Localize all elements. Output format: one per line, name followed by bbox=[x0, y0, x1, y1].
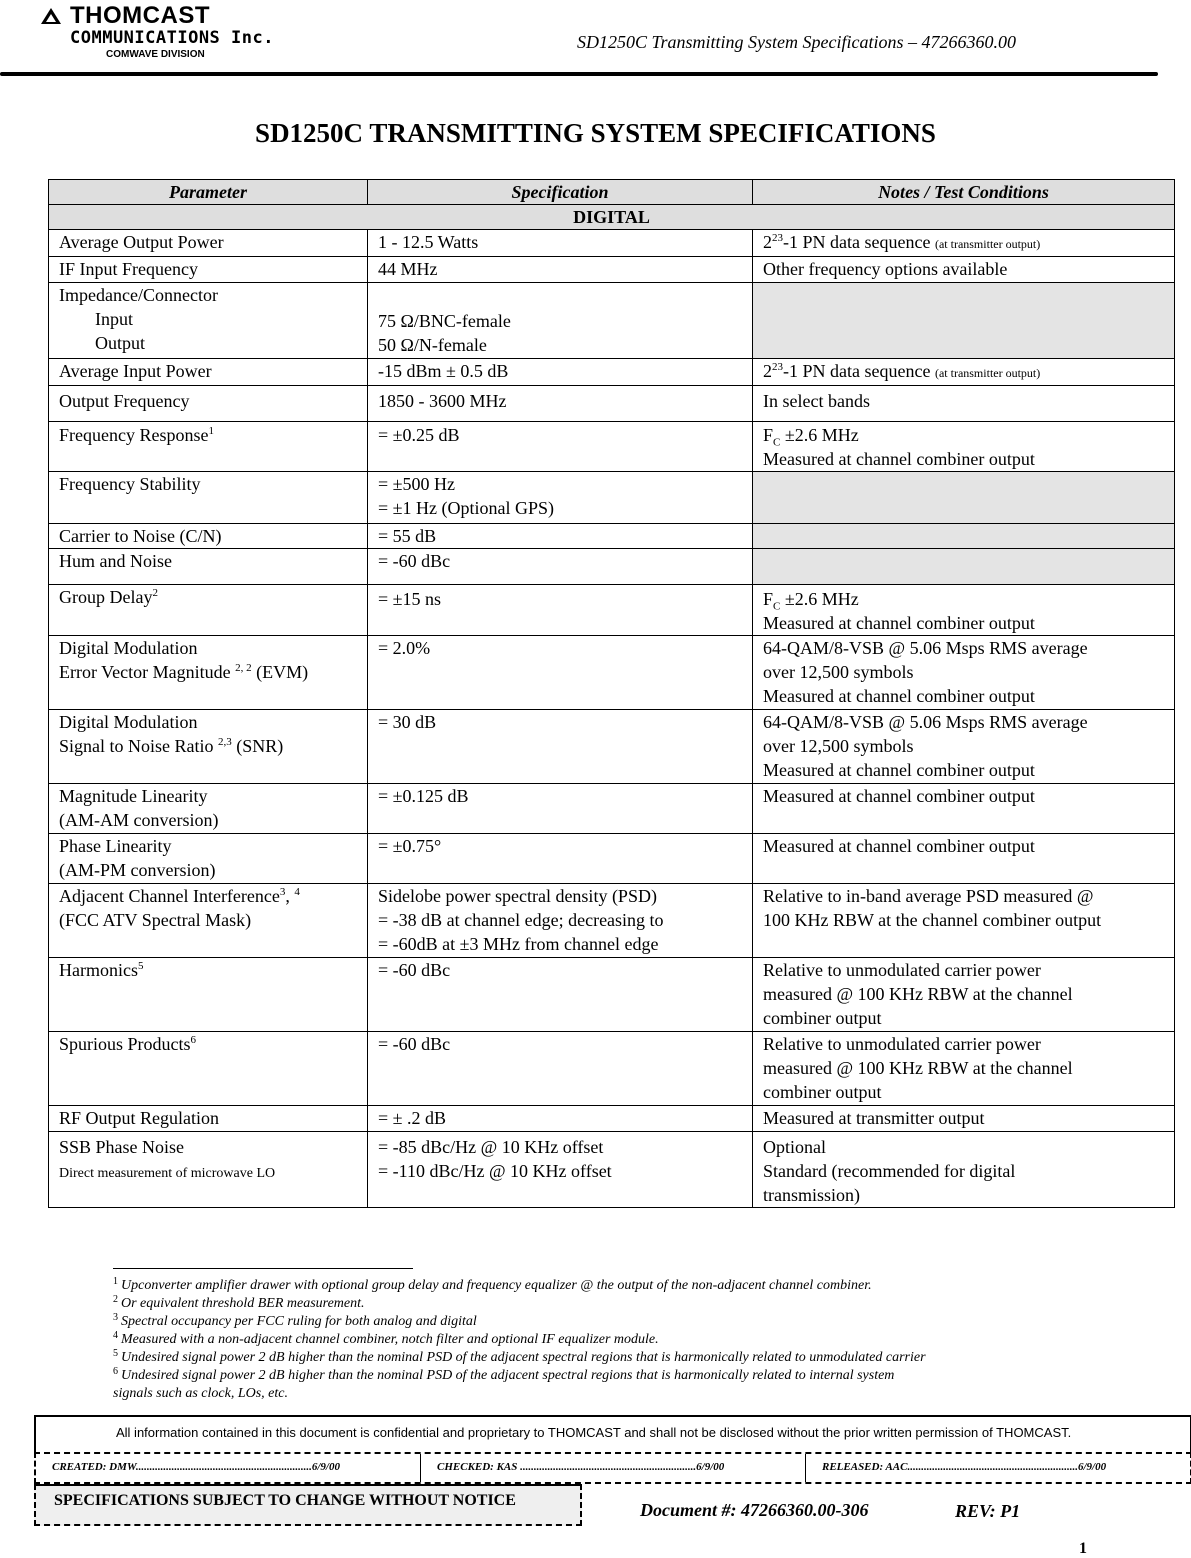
note-cell: Relative to unmodulated carrier power measured @ 100 KHz RBW at the channel combiner output bbox=[753, 958, 1175, 1032]
param-cell: Digital Modulation Error Vector Magnitude $^{2, 2}$ (EVM) bbox=[49, 636, 368, 710]
param-cell: Output Frequency bbox=[49, 386, 368, 422]
note-cell: Relative to unmodulated carrier power measured @ 100 KHz RBW at the channel combiner output bbox=[753, 1032, 1175, 1106]
note-cell: Measured at channel combiner output bbox=[753, 784, 1175, 834]
page-title: SD1250C TRANSMITTING SYSTEM SPECIFICATIONS bbox=[255, 118, 936, 148]
spec-cell: 75 Ω/BNC-female 50 Ω/N-female bbox=[368, 283, 753, 359]
document-number: Document #: 47266360.00-306 bbox=[640, 1500, 869, 1520]
section-digital: DIGITAL bbox=[49, 205, 1175, 230]
note-cell: $2^{23}-1$ PN data sequence (at transmitter output) bbox=[753, 230, 1175, 257]
table-row bbox=[49, 549, 1175, 585]
spec-cell: Sidelobe power spectral density (PSD) = -38 dB at channel edge; decreasing to = -60dB at ±3 MHz from channel edge bbox=[368, 884, 753, 958]
company-logo bbox=[40, 2, 274, 60]
table-row bbox=[49, 585, 1175, 636]
table-row bbox=[49, 834, 1175, 884]
param-cell: Hum and Noise bbox=[49, 549, 368, 585]
spec-table bbox=[48, 179, 1175, 1208]
section-row bbox=[49, 205, 1175, 230]
note-cell: Relative to in-band average PSD measured @ 100 KHz RBW at the channel combiner output bbox=[753, 884, 1175, 958]
logo-brand bbox=[40, 2, 274, 30]
note-cell: 64-QAM/8-VSB @ 5.06 Msps RMS average over 12,500 symbols Measured at channel combiner output bbox=[753, 710, 1175, 784]
footnote: $^4$ Measured with a non-adjacent channel combiner, notch filter and optional IF equalizer module. bbox=[113, 1330, 659, 1347]
thomcast-logo-icon bbox=[40, 7, 62, 25]
table-row bbox=[49, 1032, 1175, 1106]
param-cell: Magnitude Linearity (AM-AM conversion) bbox=[49, 784, 368, 834]
table-row bbox=[49, 386, 1175, 422]
table-row bbox=[49, 636, 1175, 710]
confidentiality-notice bbox=[34, 1415, 1191, 1454]
param-cell: Impedance/Connector Input Output bbox=[49, 283, 368, 359]
spec-cell: = -60 dBc bbox=[368, 549, 753, 585]
spec-cell: = ±15 ns bbox=[368, 585, 753, 636]
footnote: $^5$ Undesired signal power 2 dB higher than the nominal PSD of the adjacent spectral regions that is harmonically related to unmodulated carrier bbox=[113, 1348, 926, 1365]
spec-cell: 44 MHz bbox=[368, 257, 753, 283]
spec-cell: -15 dBm ± 0.5 dB bbox=[368, 359, 753, 386]
spec-cell: = 30 dB bbox=[368, 710, 753, 784]
table-row bbox=[49, 257, 1175, 283]
note-cell: Optional Standard (recommended for digital transmission) bbox=[753, 1132, 1175, 1208]
param-cell: Digital Modulation Signal to Noise Ratio $^{2,3}$ (SNR) bbox=[49, 710, 368, 784]
param-cell: Frequency Stability bbox=[49, 472, 368, 524]
spec-cell: = ±500 Hz = ±1 Hz (Optional GPS) bbox=[368, 472, 753, 524]
footnote-rule bbox=[113, 1268, 413, 1269]
param-cell: Harmonics$^5$ bbox=[49, 958, 368, 1032]
note-cell: $F_C \pm 2.6$ MHz Measured at channel combiner output bbox=[753, 422, 1175, 472]
spec-change-text: SPECIFICATIONS SUBJECT TO CHANGE WITHOUT NOTICE bbox=[54, 1492, 516, 1509]
param-cell: Average Output Power bbox=[49, 230, 368, 257]
table-row bbox=[49, 784, 1175, 834]
note-cell: Measured at channel combiner output bbox=[753, 834, 1175, 884]
table-row bbox=[49, 524, 1175, 549]
note-cell: $F_C \pm 2.6$ MHz Measured at channel combiner output bbox=[753, 585, 1175, 636]
created-field: CREATED: DMW................................................................6/9/00 bbox=[36, 1454, 421, 1482]
param-cell: Phase Linearity (AM-PM conversion) bbox=[49, 834, 368, 884]
param-cell: RF Output Regulation bbox=[49, 1106, 368, 1132]
checked-field: CHECKED: KAS ................................................................6/9/00 bbox=[421, 1454, 806, 1482]
table-header-row bbox=[49, 180, 1175, 205]
division-name: COMWAVE DIVISION bbox=[106, 49, 205, 60]
company-name: COMMUNICATIONS Inc. bbox=[70, 28, 274, 48]
table-row bbox=[49, 958, 1175, 1032]
note-cell bbox=[753, 549, 1175, 585]
column-header-specification: Specification bbox=[368, 180, 753, 205]
footnote: $^3$ Spectral occupancy per FCC ruling for both analog and digital bbox=[113, 1312, 477, 1329]
footnote-continuation: signals such as clock, LOs, etc. bbox=[113, 1386, 288, 1401]
spec-change-notice bbox=[34, 1484, 582, 1526]
signature-row bbox=[34, 1452, 1191, 1484]
table-row bbox=[49, 283, 1175, 359]
note-cell: $2^{23}-1$ PN data sequence (at transmitter output) bbox=[753, 359, 1175, 386]
footnote: $^2$ Or equivalent threshold BER measurement. bbox=[113, 1294, 365, 1311]
table-row bbox=[49, 1132, 1175, 1208]
confidentiality-text: All information contained in this document is confidential and proprietary to THOMCAST and shall not be disclosed without the prior written permission of THOMCAST. bbox=[116, 1425, 1072, 1440]
note-cell: Measured at transmitter output bbox=[753, 1106, 1175, 1132]
footnote: $^1$ Upconverter amplifier drawer with optional group delay and frequency equalizer @ the output of the non-adjacent channel combiner. bbox=[113, 1276, 872, 1293]
spec-cell: = 2.0% bbox=[368, 636, 753, 710]
header-rule bbox=[0, 72, 1158, 76]
spec-cell: = ±0.25 dB bbox=[368, 422, 753, 472]
note-cell: 64-QAM/8-VSB @ 5.06 Msps RMS average over 12,500 symbols Measured at channel combiner output bbox=[753, 636, 1175, 710]
brand-name: THOMCAST bbox=[70, 2, 210, 29]
table-row bbox=[49, 710, 1175, 784]
table-row bbox=[49, 1106, 1175, 1132]
table-row bbox=[49, 230, 1175, 257]
param-cell: Spurious Products$^6$ bbox=[49, 1032, 368, 1106]
spec-cell: = -85 dBc/Hz @ 10 KHz offset = -110 dBc/Hz @ 10 KHz offset bbox=[368, 1132, 753, 1208]
table-row bbox=[49, 472, 1175, 524]
spec-cell: = ±0.125 dB bbox=[368, 784, 753, 834]
column-header-notes: Notes / Test Conditions bbox=[753, 180, 1175, 205]
footnotes bbox=[113, 1277, 1153, 1403]
spec-cell: = 55 dB bbox=[368, 524, 753, 549]
param-cell: Adjacent Channel Interference$^3$, $^4$ (FCC ATV Spectral Mask) bbox=[49, 884, 368, 958]
column-header-parameter: Parameter bbox=[49, 180, 368, 205]
param-cell: Group Delay$^2$ bbox=[49, 585, 368, 636]
spec-cell: = ±0.75° bbox=[368, 834, 753, 884]
table-row bbox=[49, 884, 1175, 958]
page-number: 1 bbox=[1079, 1540, 1087, 1557]
note-cell: In select bands bbox=[753, 386, 1175, 422]
param-cell: IF Input Frequency bbox=[49, 257, 368, 283]
spec-cell: = ± .2 dB bbox=[368, 1106, 753, 1132]
revision: REV: P1 bbox=[955, 1501, 1021, 1521]
note-cell bbox=[753, 283, 1175, 359]
spec-cell: = -60 dBc bbox=[368, 1032, 753, 1106]
param-cell: SSB Phase Noise Direct measurement of microwave LO bbox=[49, 1132, 368, 1208]
table-row bbox=[49, 359, 1175, 386]
footnote: $^6$ Undesired signal power 2 dB higher than the nominal PSD of the adjacent spectral regions that is harmonically related to internal system bbox=[113, 1366, 895, 1383]
note-cell bbox=[753, 524, 1175, 549]
spec-cell: = -60 dBc bbox=[368, 958, 753, 1032]
table-row bbox=[49, 422, 1175, 472]
param-cell: Frequency Response$^1$ bbox=[49, 422, 368, 472]
param-cell: Carrier to Noise (C/N) bbox=[49, 524, 368, 549]
note-cell bbox=[753, 472, 1175, 524]
spec-cell: 1 - 12.5 Watts bbox=[368, 230, 753, 257]
released-field: RELEASED: AAC..............................................................6/9/00 bbox=[822, 1461, 1107, 1473]
header-document-title: SD1250C Transmitting System Specifications – 47266360.00 bbox=[577, 32, 1016, 52]
spec-cell: 1850 - 3600 MHz bbox=[368, 386, 753, 422]
param-cell: Average Input Power bbox=[49, 359, 368, 386]
note-cell: Other frequency options available bbox=[753, 257, 1175, 283]
